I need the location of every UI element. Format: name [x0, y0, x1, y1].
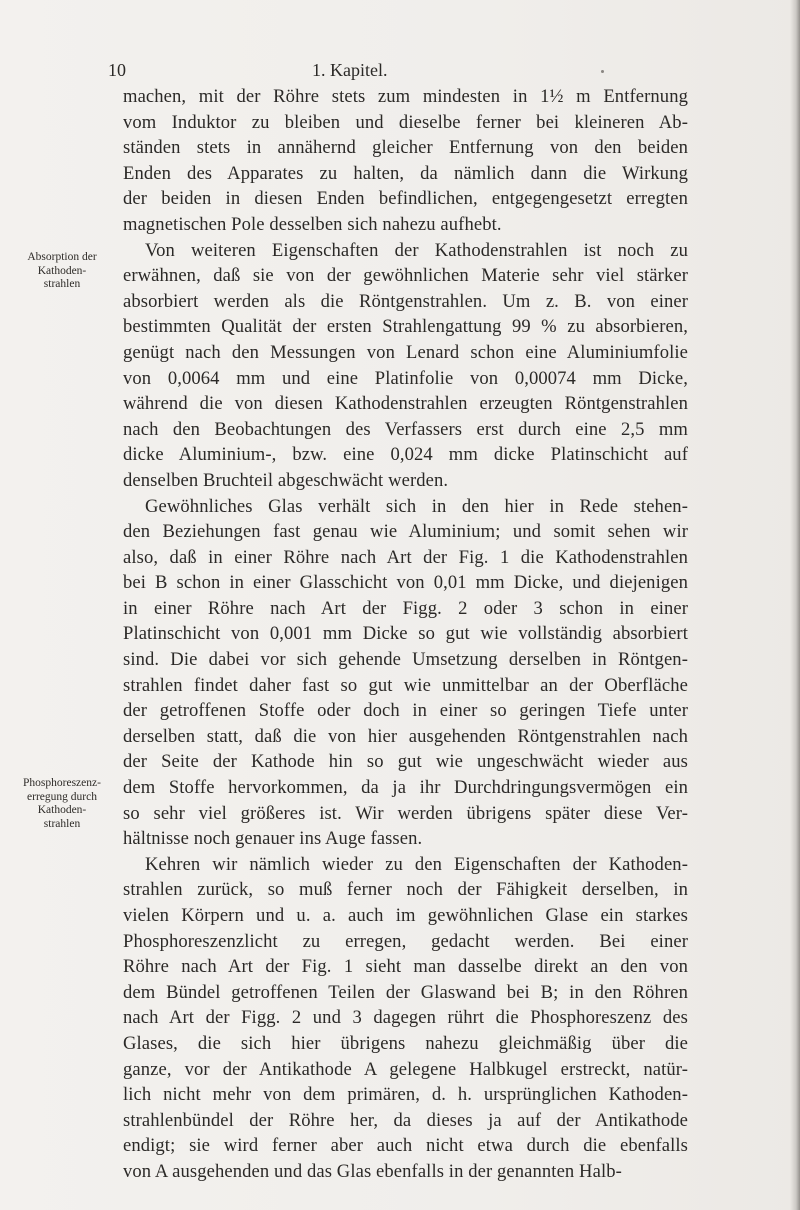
text-line: machen, mit der Röhre stets zum mindesten in 1½ m Entfernung [123, 86, 688, 107]
chapter-title: 1. Kapitel. [312, 60, 388, 80]
margin-note-line: Kathoden- [37, 264, 87, 277]
margin-note-absorption [2, 251, 122, 292]
page-edge-shadow [790, 0, 800, 1210]
text-line: von 0,0064 mm und eine Platinfolie von 0,00074 mm Dicke, [123, 367, 688, 389]
text-line: dem Stoffe hervorkommen, da ja ihr Durchdringungsvermögen ein [123, 777, 688, 799]
text-line: vom Induktor zu bleiben und dieselbe ferner bei kleineren Ab- [123, 111, 688, 133]
text-line: absorbiert werden als die Röntgenstrahlen. Um z. B. von einer [123, 290, 688, 312]
text-line: strahlen zurück, so muß ferner noch der Fähigkeit derselben, in [123, 879, 688, 901]
text-line: erwähnen, daß sie von der gewöhnlichen Materie sehr viel stärker [123, 265, 688, 287]
text-line: bestimmten Qualität der ersten Strahlengattung 99 % zu absorbieren, [123, 316, 688, 338]
text-line: lich nicht mehr von dem primären, d. h. ursprünglichen Kathoden- [123, 1084, 688, 1106]
text-line: dicke Aluminium-, bzw. eine 0,024 mm dicke Platinschicht auf [123, 444, 688, 466]
text-line: strahlenbündel der Röhre her, da dieses ja auf der Antikathode [123, 1109, 688, 1131]
text-line: der beiden in diesen Enden befindlichen, entgegengesetzt erregten [123, 188, 688, 210]
text-line: nach den Beobachtungen des Verfassers erst durch eine 2,5 mm [123, 418, 688, 440]
body-text [123, 84, 688, 1185]
paragraph [123, 238, 688, 494]
margin-note-phosphorescence [2, 777, 122, 831]
text-line: ganze, vor der Antikathode A gelegene Halbkugel erstreckt, natür- [123, 1058, 688, 1080]
text-line: genügt nach den Messungen von Lenard schon eine Aluminiumfolie [123, 341, 688, 363]
text-line: von A ausgehenden und das Glas ebenfalls in der genannten Halb- [123, 1160, 622, 1182]
text-line: Von weiteren Eigenschaften der Kathodenstrahlen ist noch zu [145, 239, 688, 261]
text-line: Röhre nach Art der Fig. 1 sieht man dasselbe direkt an den von [123, 956, 688, 978]
text-line: vielen Körpern und u. a. auch im gewöhnlichen Glase ein starkes [123, 905, 688, 926]
text-line: der getroffenen Stoffe oder doch in einer so geringen Tiefe unter [123, 700, 688, 722]
margin-note-line: Kathoden- [37, 804, 87, 816]
text-line: in einer Röhre nach Art der Figg. 2 oder 3 schon in einer [123, 597, 688, 619]
text-line: dem Bündel getroffenen Teilen der Glaswand bei B; in den Röhren [123, 981, 688, 1003]
header-dot [601, 70, 604, 73]
text-line: so sehr viel größeres ist. Wir werden übrigens später diese Ver- [123, 802, 688, 824]
text-line: der Seite der Kathode hin so gut wie ungeschwächt wieder aus [123, 751, 688, 773]
text-line: Glases, die sich hier übrigens nahezu gleichmäßig über die [123, 1032, 688, 1054]
text-line: strahlen findet daher fast so gut wie unmittelbar an der Oberfläche [123, 674, 688, 696]
text-line: endigt; sie wird ferner aber auch nicht etwa durch die ebenfalls [123, 1135, 688, 1157]
text-line: also, daß in einer Röhre nach Art der Fig. 1 die Kathodenstrahlen [123, 546, 688, 568]
text-line: bei B schon in einer Glasschicht von 0,01 mm Dicke, und diejenigen [123, 572, 688, 594]
text-line: sind. Die dabei vor sich gehende Umsetzung derselben in Röntgen- [123, 649, 688, 671]
margin-note-line: erregung durch [27, 790, 97, 803]
text-line: magnetischen Pole desselben sich nahezu aufhebt. [123, 213, 502, 235]
paragraph [123, 84, 688, 238]
text-line: Enden des Apparates zu halten, da nämlich dann die Wirkung [123, 162, 688, 184]
margin-note-line: Absorption der [27, 251, 97, 263]
margin-note-line: strahlen [43, 278, 81, 290]
text-line: Kehren wir nämlich wieder zu den Eigenschaften der Kathoden- [145, 853, 688, 875]
text-line: während die von diesen Kathodenstrahlen erzeugten Röntgenstrahlen [123, 393, 688, 415]
text-line: Phosphoreszenzlicht zu erregen, gedacht werden. Bei einer [123, 930, 688, 952]
paragraph [123, 852, 688, 1185]
text-line: denselben Bruchteil abgeschwächt werden. [123, 469, 449, 491]
paragraph [123, 494, 688, 852]
text-line: nach Art der Figg. 2 und 3 dagegen rührt die Phosphoreszenz des [123, 1007, 688, 1029]
margin-note-line: Phosphoreszenz- [23, 777, 101, 789]
text-line: derselben statt, daß die von hier ausgehenden Röntgenstrahlen nach [123, 725, 688, 747]
text-line: den Beziehungen fast genau wie Aluminium; und somit sehen wir [123, 521, 688, 543]
text-line: Gewöhnliches Glas verhält sich in den hier in Rede stehen- [145, 495, 688, 517]
text-line: Platinschicht von 0,001 mm Dicke so gut wie vollständig absorbiert [123, 623, 688, 645]
page-number: 10 [108, 60, 126, 80]
text-line: hältnisse noch genauer ins Auge fassen. [123, 828, 423, 850]
text-line: ständen stets in annähernd gleicher Entfernung von den beiden [123, 137, 688, 159]
margin-note-line: strahlen [43, 817, 81, 830]
